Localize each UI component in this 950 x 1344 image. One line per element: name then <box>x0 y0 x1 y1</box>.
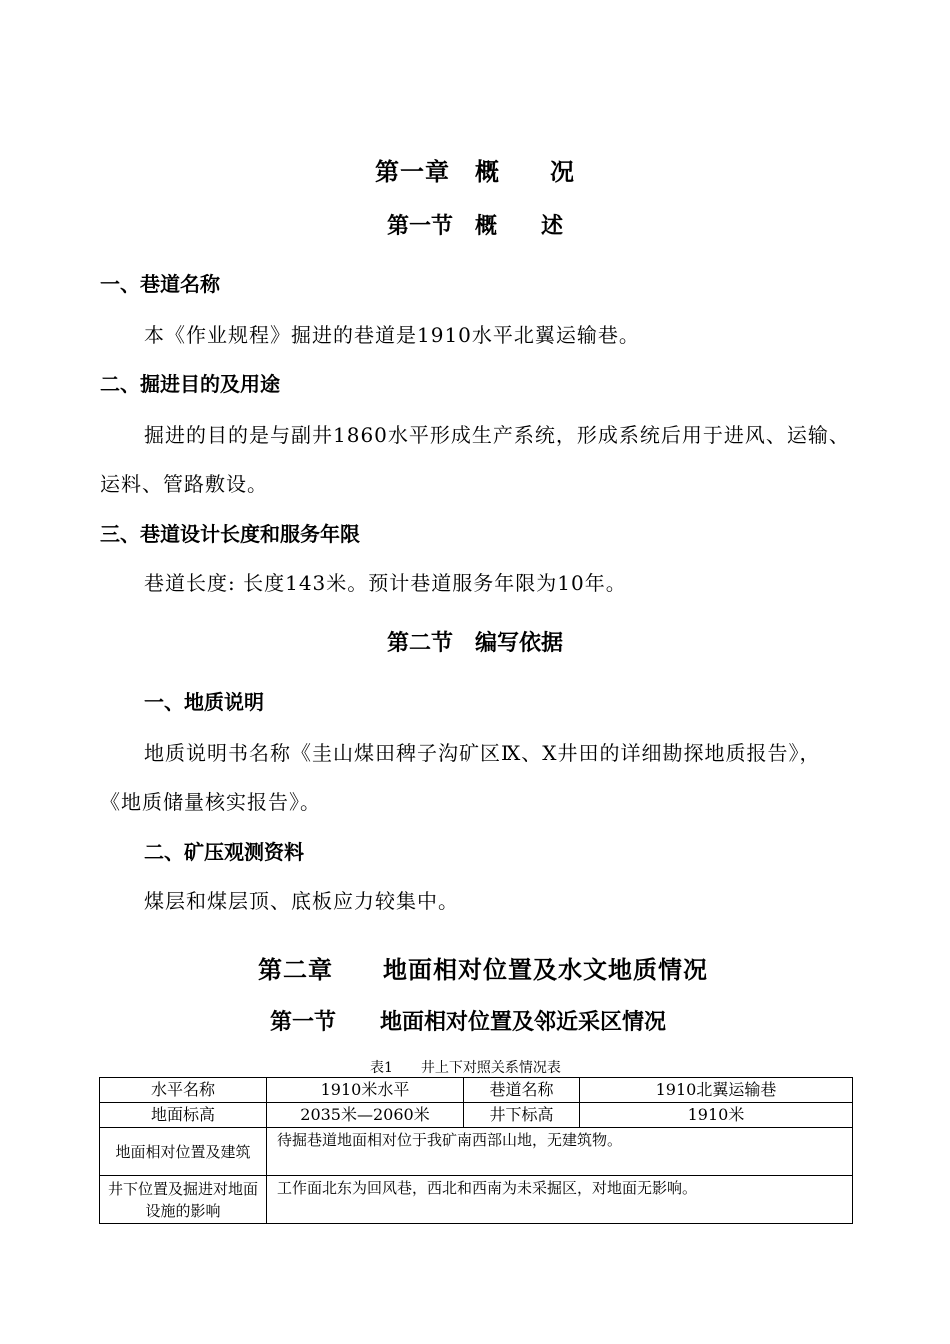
table-row <box>100 1176 853 1224</box>
table-cell: 地面标高 <box>100 1103 267 1128</box>
table-cell: 巷道名称 <box>464 1078 580 1103</box>
table-row <box>100 1103 853 1128</box>
heading-pressure-observation: 二、矿压观测资料 <box>144 840 304 864</box>
chapter-1-title: 第一章 概 况 <box>375 157 575 186</box>
table-cell: 水平名称 <box>100 1078 267 1103</box>
paragraph-geology-line-1: 地质说明书名称《圭山煤田稗子沟矿区Ⅸ、Ⅹ井田的详细勘探地质报告》， <box>144 741 821 765</box>
paragraph-purpose-line-1: 掘进的目的是与副井1860水平形成生产系统，形成系统后用于进风、运输、 <box>144 423 850 447</box>
table-cell-label: 井下位置及掘进对地面设施的影响 <box>100 1176 267 1224</box>
table-caption: 表1 井上下对照关系情况表 <box>370 1060 561 1076</box>
chapter-2-title: 第二章 地面相对位置及水文地质情况 <box>258 955 708 984</box>
heading-design-length: 三、巷道设计长度和服务年限 <box>100 522 360 546</box>
table-cell-value: 待掘巷道地面相对位于我矿南西部山地，无建筑物。 <box>267 1128 853 1176</box>
chapter-2-section-1-title: 第一节 地面相对位置及邻近采区情况 <box>270 1009 667 1035</box>
heading-purpose: 二、掘进目的及用途 <box>100 372 280 396</box>
heading-geology: 一、地质说明 <box>144 690 264 714</box>
relation-table <box>99 1077 853 1224</box>
heading-roadway-name: 一、巷道名称 <box>100 272 220 296</box>
chapter-1-section-2-title: 第二节 编写依据 <box>386 630 563 656</box>
paragraph-purpose-line-2: 运料、管路敷设。 <box>100 472 268 496</box>
table-cell: 井下标高 <box>464 1103 580 1128</box>
paragraph-geology-line-2: 《地质储量核实报告》。 <box>100 790 321 814</box>
paragraph-design-length: 巷道长度: 长度143米。预计巷道服务年限为10年。 <box>144 571 627 595</box>
chapter-1-section-1-title: 第一节 概 述 <box>386 213 563 239</box>
paragraph-pressure-observation: 煤层和煤层顶、底板应力较集中。 <box>144 889 459 913</box>
paragraph-roadway-name: 本《作业规程》掘进的巷道是1910水平北翼运输巷。 <box>144 323 640 347</box>
table-row <box>100 1078 853 1103</box>
table-cell: 2035米—2060米 <box>267 1103 464 1128</box>
table-cell: 1910米水平 <box>267 1078 464 1103</box>
table-cell: 1910米 <box>580 1103 853 1128</box>
table-row <box>100 1128 853 1176</box>
table-cell-value: 工作面北东为回风巷，西北和西南为未采掘区，对地面无影响。 <box>267 1176 853 1224</box>
table-cell-label: 地面相对位置及建筑 <box>100 1128 267 1176</box>
table-cell: 1910北翼运输巷 <box>580 1078 853 1103</box>
